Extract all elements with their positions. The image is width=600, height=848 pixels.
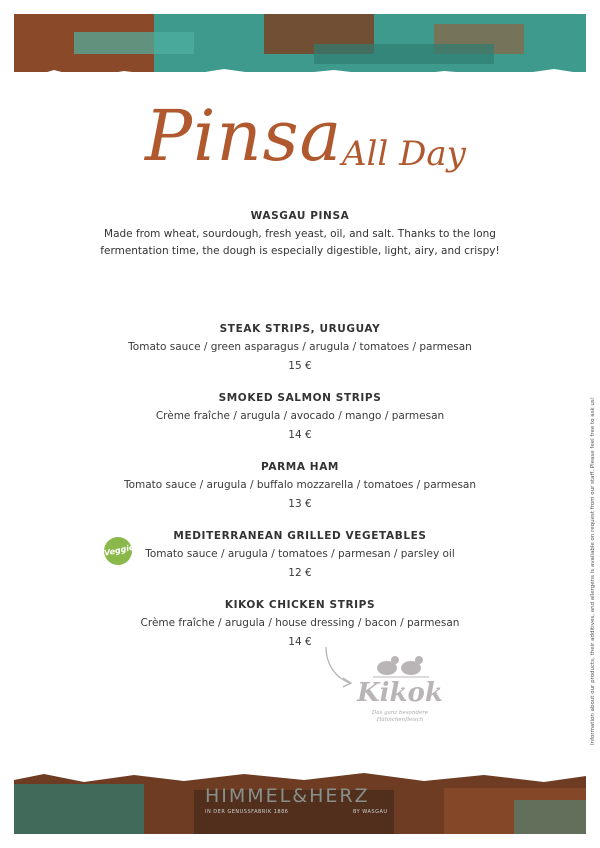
top-painted-banner: [14, 14, 586, 84]
intro-text: [90, 226, 510, 260]
menu-item: [60, 460, 540, 529]
intro-section: [90, 210, 510, 260]
allergen-note-text: Information about our products, their additives, and allergens is available on request from our staff. Please feel free to ask us!: [590, 397, 596, 745]
item-description: Tomato sauce / arugula / buffalo mozzarella / tomatoes / parmesan: [123, 479, 477, 491]
item-price: 14 €: [288, 636, 312, 648]
intro-line: Made from wheat, sourdough, fresh yeast, oil, and salt. Thanks to the long: [104, 228, 496, 240]
arrow-icon: [322, 645, 356, 689]
footer-brand-logo: [205, 785, 395, 815]
menu-item: [60, 391, 540, 460]
menu-items: [60, 322, 540, 667]
menu-title: [0, 96, 600, 186]
veggie-badge-icon: Veggie: [101, 534, 134, 567]
item-description: Tomato sauce / green asparagus / arugula / tomatoes / parmesan: [128, 341, 472, 353]
item-description: Tomato sauce / arugula / tomatoes / parmesan / parsley oil: [145, 548, 455, 560]
menu-item: [60, 529, 540, 598]
intro-heading: WASGAU PINSA: [250, 210, 350, 222]
brand-subtitle: IN DER GENUSSFABRIK 1886: [205, 809, 289, 815]
item-price: 14 €: [288, 429, 312, 441]
item-name: PARMA HAM: [261, 461, 339, 473]
intro-line: fermentation time, the dough is especially digestible, light, airy, and crispy!: [100, 245, 500, 257]
kikok-name: Kikok: [357, 678, 443, 708]
kikok-tagline-line: Das ganz besondere: [371, 710, 429, 716]
brand-by: BY WASGAU: [353, 809, 388, 815]
item-description: Crème fraîche / arugula / avocado / mango / parmesan: [155, 410, 445, 422]
allergen-note: [583, 360, 596, 750]
item-price: 15 €: [288, 360, 312, 372]
item-description: Crème fraîche / arugula / house dressing / bacon / parmesan: [140, 617, 460, 629]
kikok-tagline-line: Hähnchenfleisch: [376, 717, 424, 723]
menu-item: [60, 322, 540, 391]
brand-name: HIMMEL&HERZ: [205, 785, 370, 807]
item-name: MEDITERRANEAN GRILLED VEGETABLES: [173, 530, 427, 542]
item-price: 12 €: [288, 567, 312, 579]
item-name: KIKOK CHICKEN STRIPS: [224, 599, 376, 611]
kikok-logo: [355, 650, 445, 730]
title-sub: All Day: [342, 134, 466, 174]
kikok-tagline: [355, 710, 445, 724]
item-name: SMOKED SALMON STRIPS: [218, 392, 382, 404]
menu-item: [60, 598, 540, 667]
item-name: STEAK STRIPS, URUGUAY: [219, 323, 381, 335]
chicken-icon: [355, 650, 445, 680]
item-price: 13 €: [288, 498, 312, 510]
title-main: Pinsa: [145, 95, 343, 177]
